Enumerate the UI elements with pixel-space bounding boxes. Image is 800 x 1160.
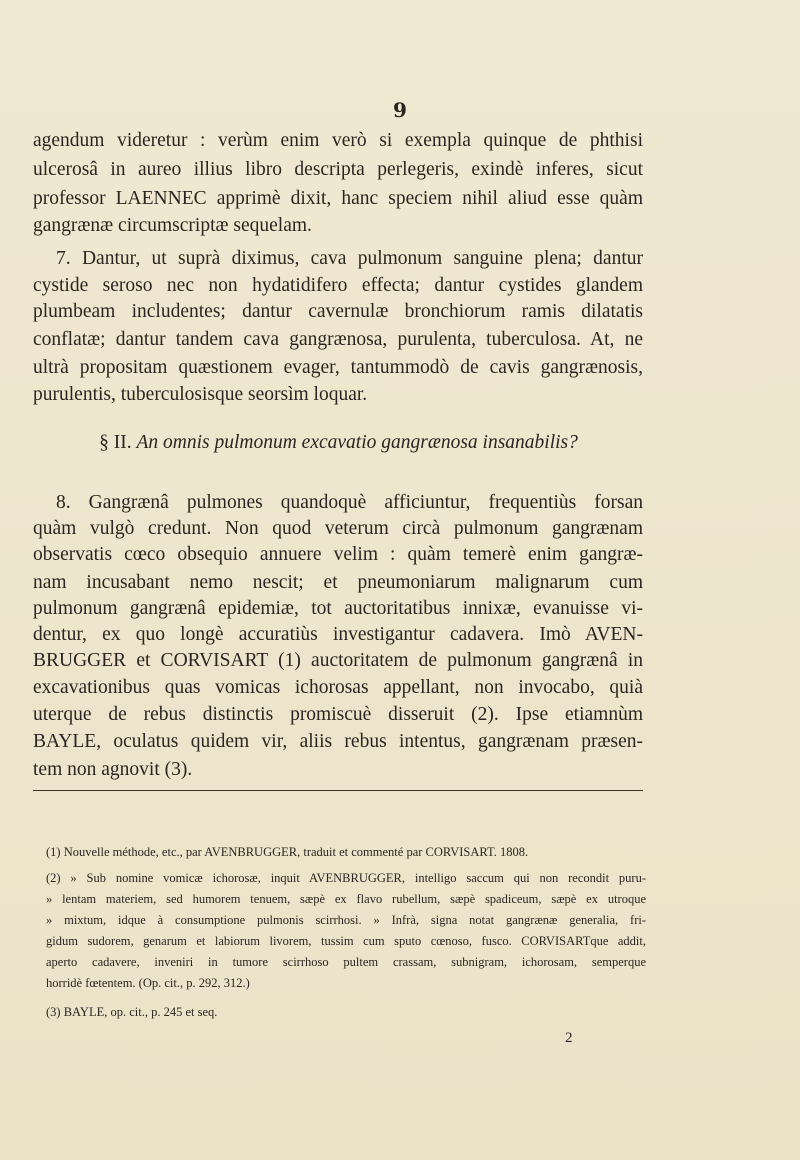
- text-line: ulcerosâ in aureo illius libro descripta perlegeris, exindè inferes, sicut: [33, 159, 643, 180]
- section-number: § II.: [99, 432, 132, 453]
- section-heading: [0, 432, 677, 454]
- text-line: pulmonum gangrænâ epidemiæ, tot auctoritatibus innixæ, evanuisse vi-: [33, 598, 643, 619]
- text-line: BRUGGER et CORVISART (1) auctoritatem de pulmonum gangrænâ in: [33, 650, 643, 671]
- footnote-line: horridè fœtentem. (Op. cit., p. 292, 312.): [46, 976, 250, 990]
- text-line: uterque de rebus distinctis promiscuè disseruit (2). Ipse etiamnùm: [33, 704, 643, 725]
- footnote-line: » mixtum, idque à consumptione pulmonis scirrhosi. » Infrà, signa notat gangrænæ generalia, fri-: [46, 913, 646, 927]
- text-line: professor LAENNEC apprimè dixit, hanc speciem nihil aliud esse quàm: [33, 188, 643, 209]
- text-line: 7. Dantur, ut suprà diximus, cava pulmonum sanguine plena; dantur: [56, 248, 643, 269]
- footnote-rule: [33, 790, 643, 791]
- footnote-line: (2) » Sub nomine vomicæ ichorosæ, inquit AVENBRUGGER, intelligo saccum qui non recondit puru-: [46, 871, 646, 885]
- text-line: excavationibus quas vomicas ichorosas appellant, non invocabo, quià: [33, 677, 643, 698]
- footnote-line: (3) BAYLE, op. cit., p. 245 et seq.: [46, 1005, 218, 1019]
- footnote-line: (1) Nouvelle méthode, etc., par AVENBRUGGER, traduit et commenté par CORVISART. 1808.: [46, 845, 529, 859]
- footnote-line: gidum sudorem, genarum et labiorum livorem, tussim cum sputo cœnoso, fusco. CORVISARTque addit,: [46, 934, 646, 948]
- text-line: purulentis, tuberculosisque seorsìm loquar.: [33, 384, 368, 405]
- footnote-line: » lentam materiem, sed humorem tenuem, sæpè ex flavo rubellum, sæpè spadiceum, sæpè ex utroque: [46, 892, 646, 906]
- footnote-line: aperto cadavere, inveniri in tumore scirrhoso pultem crassam, subnigram, ichorosam, semperque: [46, 955, 646, 969]
- text-line: 8. Gangrænâ pulmones quandoquè afficiuntur, frequentiùs forsan: [56, 492, 643, 513]
- text-line: ultrà propositam quæstionem evager, tantummodò de cavis gangrænosis,: [33, 357, 643, 378]
- text-line: plumbeam includentes; dantur cavernulæ bronchiorum ramis dilatatis: [33, 301, 643, 322]
- text-line: dentur, ex quo longè accuratiùs investigantur cadavera. Imò AVEN-: [33, 624, 643, 645]
- text-line: nam incusabant nemo nescit; et pneumoniarum malignarum cum: [33, 572, 643, 593]
- text-line: quàm vulgò credunt. Non quod veterum circà pulmonum gangrænam: [33, 518, 643, 539]
- text-line: gangrænæ circumscriptæ sequelam.: [33, 215, 312, 236]
- section-title: An omnis pulmonum excavatio gangrænosa insanabilis?: [136, 432, 578, 453]
- text-line: agendum videretur : verùm enim verò si exempla quinque de phthisi: [33, 130, 643, 151]
- text-line: conflatæ; dantur tandem cava gangrænosa, purulenta, tuberculosa. At, ne: [33, 329, 643, 350]
- text-line: BAYLE, oculatus quidem vir, aliis rebus intentus, gangrænam præsen-: [33, 731, 643, 752]
- signature-mark: 2: [565, 1030, 573, 1046]
- text-line: tem non agnovit (3).: [33, 759, 193, 780]
- text-line: cystide seroso nec non hydatidifero effecta; dantur cystides glandem: [33, 275, 643, 296]
- text-line: observatis cœco obsequio annuere velim : quàm temerè enim gangræ-: [33, 544, 643, 565]
- page-number: 9: [393, 98, 407, 122]
